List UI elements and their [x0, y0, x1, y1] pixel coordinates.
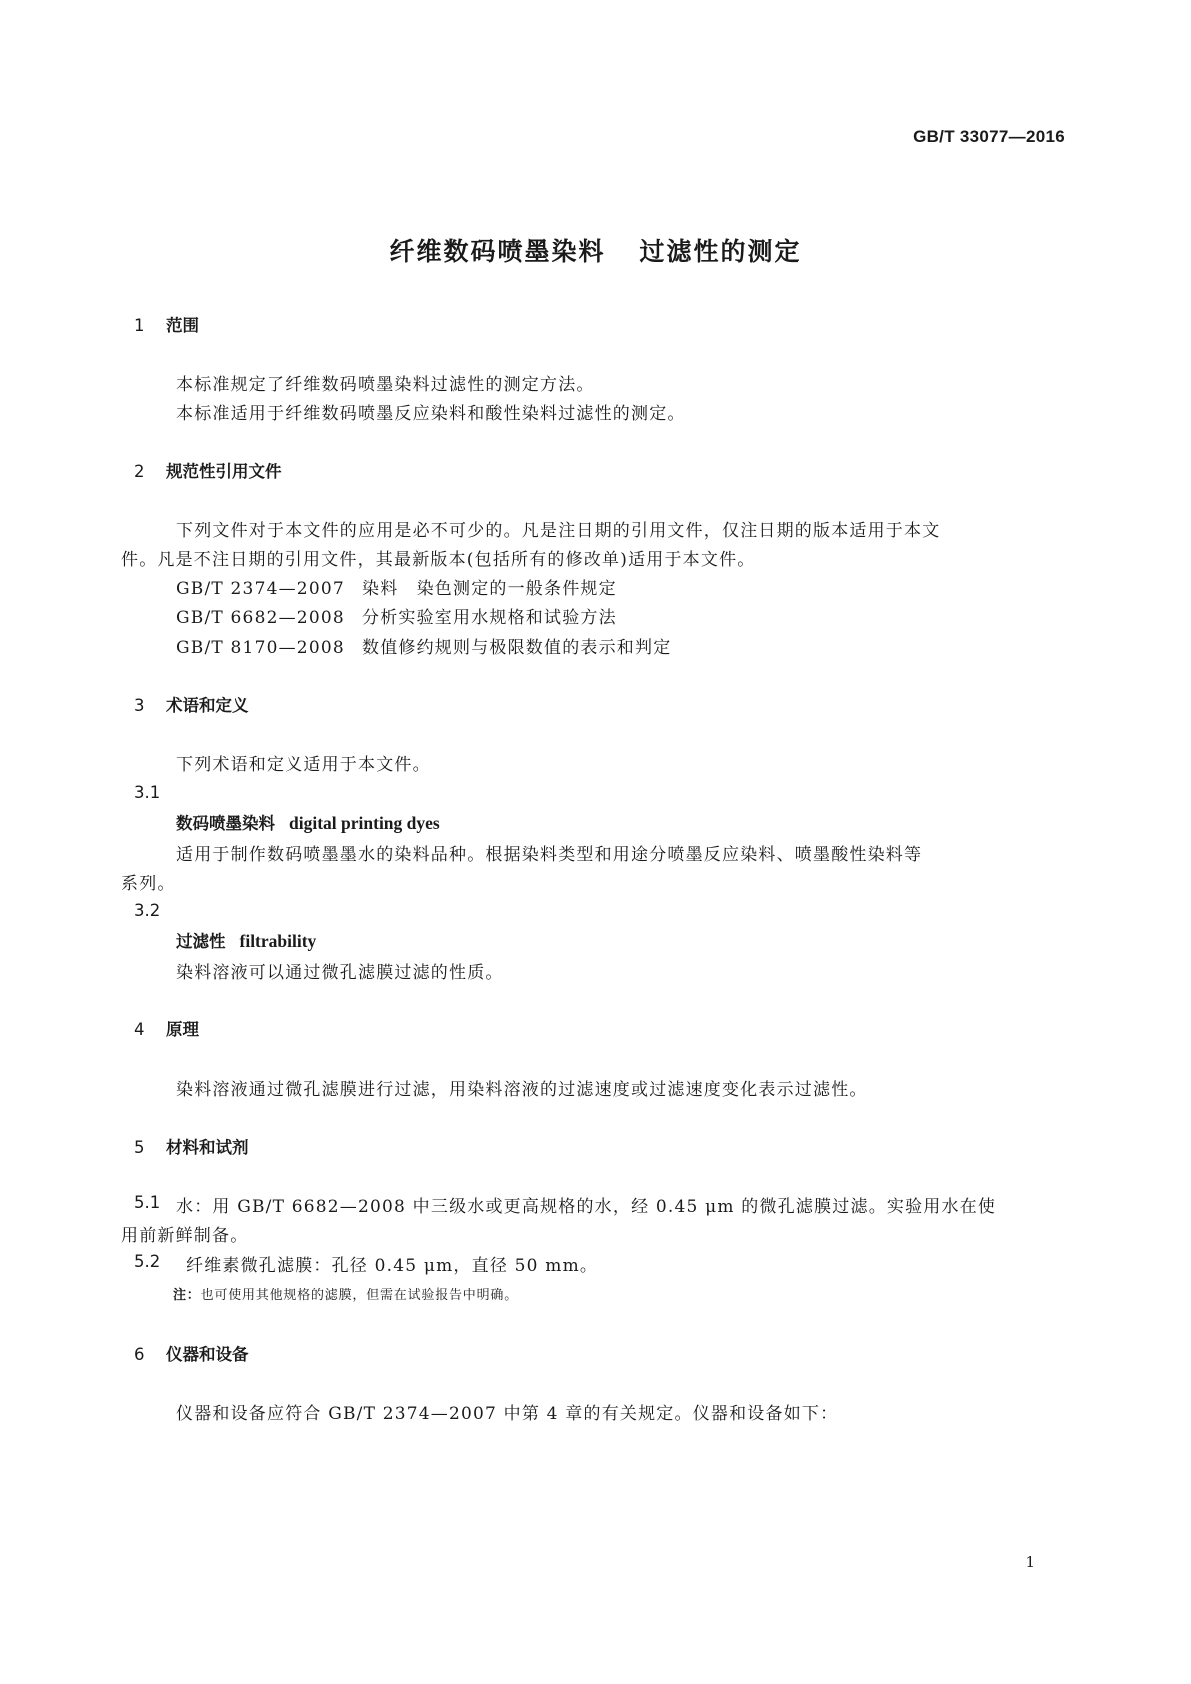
- reference-title: 染料 染色测定的一般条件规定: [362, 579, 617, 599]
- item-text-line: 水：用 GB/T 6682—2008 中三级水或更高规格的水，经 0.45 μm 的微孔滤膜过滤。实验用水在使: [176, 1197, 997, 1217]
- paragraph: 仪器和设备应符合 GB/T 2374—2007 中第 4 章的有关规定。仪器和设备如下：: [176, 1404, 839, 1424]
- reference-code: GB/T 2374—2007: [176, 579, 345, 599]
- term-number: 3.1: [134, 783, 161, 802]
- reference-code: GB/T 6682—2008: [176, 608, 345, 628]
- page-number: 1: [1025, 1553, 1035, 1571]
- section-title: 原理: [166, 1020, 199, 1039]
- paragraph-line: 件。凡是不注日期的引用文件，其最新版本(包括所有的修改单)适用于本文件。: [121, 550, 756, 570]
- item-number: 5.2: [134, 1252, 161, 1271]
- reference-title: 数值修约规则与极限数值的表示和判定: [362, 638, 672, 658]
- term-heading: [176, 810, 440, 834]
- item-text-line: 用前新鲜制备。: [121, 1226, 249, 1246]
- term-heading: [176, 928, 316, 952]
- standard-code: GB/T 33077—2016: [913, 127, 1065, 146]
- term-zh: 过滤性: [176, 932, 226, 951]
- reference-item: [176, 603, 617, 628]
- paragraph: 下列术语和定义适用于本文件。: [176, 755, 431, 775]
- reference-title: 分析实验室用水规格和试验方法: [362, 608, 617, 628]
- term-en: filtrability: [239, 931, 317, 951]
- note: [173, 1284, 518, 1303]
- item-text: 纤维素微孔滤膜：孔径 0.45 μm，直径 50 mm。: [186, 1256, 599, 1276]
- section-number: 6: [134, 1345, 145, 1364]
- section-number: 1: [134, 316, 145, 335]
- section-number: 5: [134, 1138, 145, 1157]
- reference-code: GB/T 8170—2008: [176, 638, 345, 658]
- term-en: digital printing dyes: [289, 813, 440, 833]
- term-zh: 数码喷墨染料: [176, 814, 275, 833]
- section-heading-1: [134, 312, 199, 336]
- section-heading-3: [134, 692, 249, 716]
- section-heading-5: [134, 1134, 249, 1158]
- section-title: 范围: [166, 316, 199, 335]
- paragraph-line: 下列文件对于本文件的应用是必不可少的。凡是注日期的引用文件，仅注日期的版本适用于本文: [176, 521, 941, 541]
- section-heading-6: [134, 1341, 249, 1365]
- section-title: 规范性引用文件: [166, 462, 282, 481]
- section-title: 材料和试剂: [166, 1138, 249, 1157]
- note-text: 也可使用其他规格的滤膜，但需在试验报告中明确。: [200, 1288, 519, 1303]
- document-title: [0, 232, 1191, 268]
- term-definition-line: 系列。: [121, 874, 176, 894]
- section-number: 3: [134, 696, 145, 715]
- note-label: 注：: [173, 1288, 201, 1303]
- paragraph: 本标准规定了纤维数码喷墨染料过滤性的测定方法。: [176, 375, 595, 395]
- reference-item: [176, 633, 671, 658]
- term-definition: 染料溶液可以通过微孔滤膜过滤的性质。: [176, 963, 504, 983]
- term-definition-line: 适用于制作数码喷墨墨水的染料品种。根据染料类型和用途分喷墨反应染料、喷墨酸性染料等: [176, 845, 923, 865]
- section-title: 仪器和设备: [166, 1345, 249, 1364]
- section-heading-2: [134, 458, 282, 482]
- section-number: 2: [134, 462, 145, 481]
- title-main: 纤维数码喷墨染料: [389, 237, 606, 266]
- section-title: 术语和定义: [166, 696, 249, 715]
- term-number: 3.2: [134, 901, 161, 920]
- title-sub: 过滤性的测定: [639, 237, 802, 266]
- reference-item: [176, 574, 617, 599]
- paragraph: 本标准适用于纤维数码喷墨反应染料和酸性染料过滤性的测定。: [176, 404, 686, 424]
- paragraph: 染料溶液通过微孔滤膜进行过滤，用染料溶液的过滤速度或过滤速度变化表示过滤性。: [176, 1080, 868, 1100]
- section-number: 4: [134, 1020, 145, 1039]
- section-heading-4: [134, 1016, 199, 1040]
- item-number: 5.1: [134, 1193, 161, 1212]
